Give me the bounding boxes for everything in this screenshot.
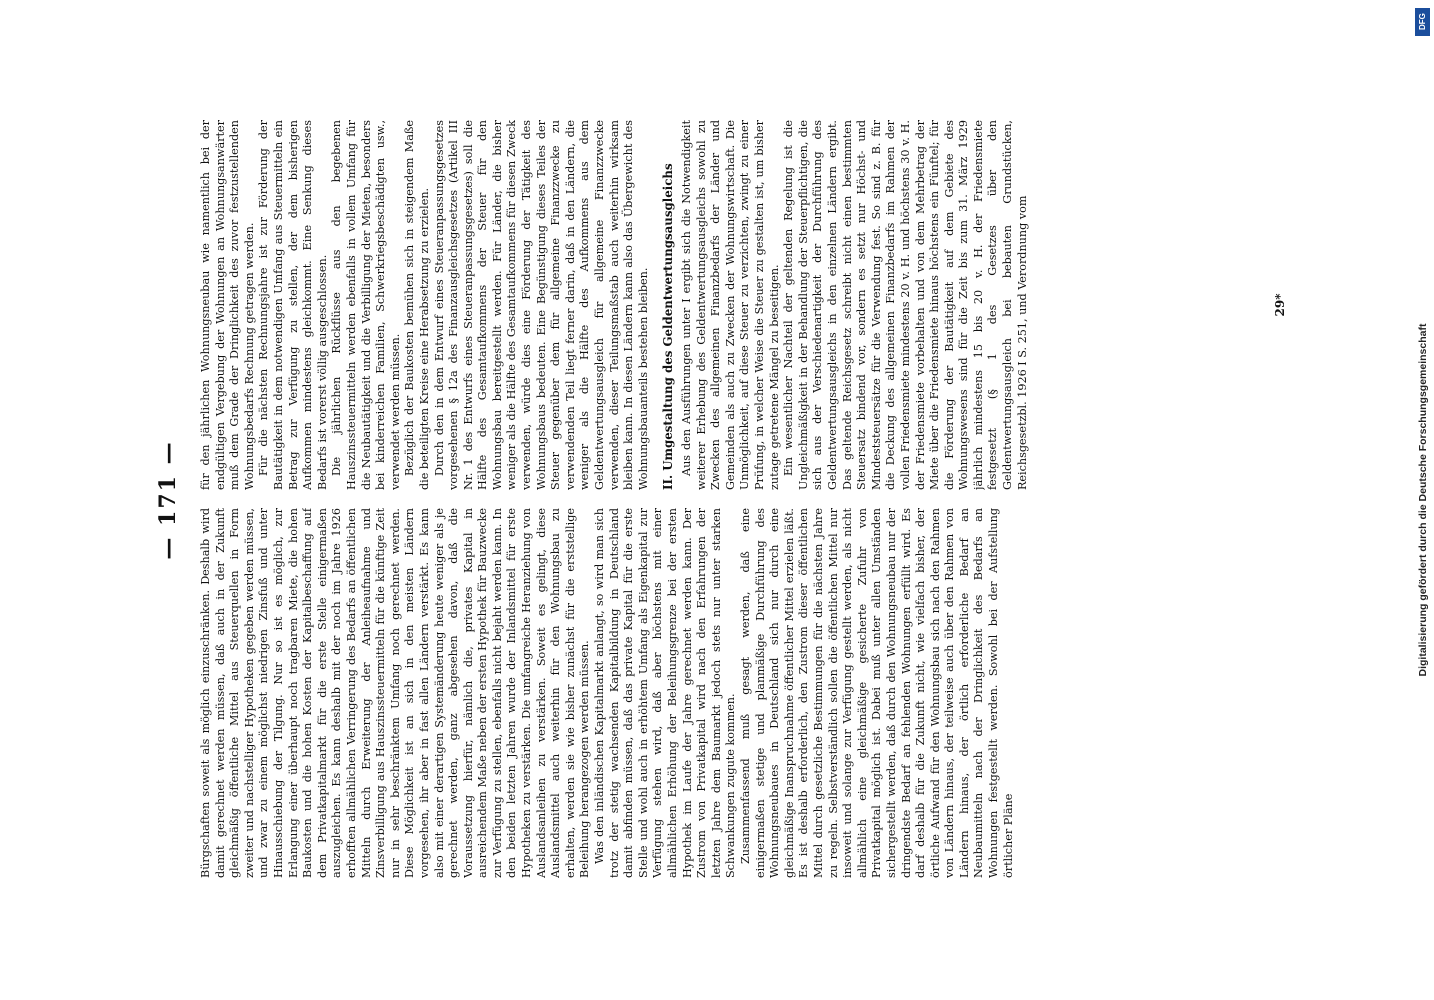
paragraph: Was den inländischen Kapitalmarkt anlangt, so wird man sich trotz der stetig wachsenden Kapitalbildung in Deutschland damit abfinden müssen, daß das private Kapital für die erste Stelle und wohl auch in erhöhtem Umfang als Eigenkapital zur Verfügung stehen wird, daß aber höchstens mit einer allmählichen Erhöhung der Beleihungsgrenze bei der ersten Hypothek im Laufe der Jahre gerechnet werden kann. Der Zustrom von Privatkapital wird nach den Erfahrungen der letzten Jahre dem Baumarkt jedoch stets nur unter starken Schwankungen zugute kommen. <box>593 508 738 878</box>
paragraph: für den jährlichen Wohnungsneubau wie namentlich bei der endgültigen Vergebung der Wohnungen an Wohnungsanwärter muß dem Grade der Dringlichkeit des zuvor festzustellenden Wohnungsbedarfs Rechnung getragen werden. <box>199 120 256 490</box>
paragraph: Durch den in dem Entwurf eines Steueranpassungsgesetzes vorgesehenen § 12a des Finanzausgleichsgesetzes (Artikel III Nr. 1 des Entwurfs eines Steueranpassungsgesetzes) soll die Hälfte des Gesamtaufkommens der Steuer für den Wohnungsbau bereitgestellt werden. Für Länder, die bisher weniger als die Hälfte des Gesamtaufkommens für diesen Zweck verwenden, würde dies eine Förderung der Tätigkeit des Wohnungsbaus bedeuten. Eine Begünstigung dieses Teiles der Steuer gegenüber dem für allgemeine Finanzzwecke zu verwendenden Teil liegt ferner darin, daß in den Ländern, die weniger als die Hälfte des Aufkommens aus dem Geldentwertungsausgleich für allgemeine Finanzzwecke verwenden, dieser Teilungsmaßstab auch weiterhin wirksam bleiben kann. In diesen Ländern kann also das Übergewicht des Wohnungsbauanteils bestehen bleiben. <box>432 120 650 490</box>
section-heading: II. Umgestaltung des Geldentwertungsausgleichs <box>661 163 676 490</box>
digitization-credit-strip <box>1412 0 1434 1000</box>
digitization-credit-text: Digitalisierung gefördert durch die Deutsche Forschungsgemeinschaft <box>1417 323 1429 677</box>
paragraph: Bezüglich der Baukosten bemühen sich in steigendem Maße die beteiligten Kreise eine Herabsetzung zu erzielen. <box>403 120 431 490</box>
sheet-signature-mark: 29* <box>1273 293 1287 317</box>
paragraph: Ein wesentlicher Nachteil der geltenden Regelung ist die Ungleichmäßigkeit in der Behandlung der Steuerpflichtigen, die sich aus der Verschiedenartigkeit der Durchführung des Geldentwertungsausgleichs in den einzelnen Ländern ergibt. Das geltende Reichsgesetz schreibt nicht einen bestimmten Steuersatz bindend vor, sondern es setzt nur Höchst- und Mindeststeuersätze für die Verwendung fest. So sind z. B. für die Deckung des allgemeinen Finanzbedarfs im Rahmen der vollen Friedensmiete mindestens 20 v. H. und höchstens 30 v. H. der Friedensmiete vorbehalten und von dem Mehrbetrag der Miete über die Friedensmiete hinaus höchstens ein Fünftel; für die Förderung der Bautätigkeit auf dem Gebiete des Wohnungswesens sind für die Zeit bis zum 31. März 1929 jährlich mindestens 15 bis 20 v. H. der Friedensmiete festgesetzt (§ 1 des Gesetzes über den Geldentwertungsausgleich bei bebauten Grundstücken, Reichsgesetzbl. 1926 I S. 251, und Verordnung vom <box>782 120 1029 490</box>
paragraph: Zusammenfassend muß gesagt werden, daß eine einigermaßen stetige und planmäßige Durchführung des Wohnungsneubaues in Deutschland sich nur durch eine gleichmäßige Inanspruchnahme öffentlicher Mittel erzielen läßt. Es ist deshalb erforderlich, den Zustrom dieser öffentlichen Mittel durch gesetzliche Bestimmungen für die nächsten Jahre zu regeln. Selbstverständlich sollen die öffentlichen Mittel nur insoweit und solange zur Verfügung gestellt werden, als nicht allmählich eine gleichmäßige gesicherte Zufuhr von Privatkapital möglich ist. Dabei muß unter allen Umständen sichergestellt werden, daß durch den Wohnungsneubau nur der dringendste Bedarf an fehlenden Wohnungen erfüllt wird. Es darf deshalb für die Zukunft nicht, wie vielfach bisher, der örtliche Aufwand für den Wohnungsbau sich nach den Rahmen von Ländern hinaus, der teilweise auch über den Rahmen von Ländern hinaus, der örtlich erforderliche Bedarf an Neubaumitteln nach der Dringlichkeit des Bedarfs an Wohnungen festgestellt werden. Sowohl bei der Aufstellung örtlicher Pläne <box>738 508 1015 878</box>
page-number-header: — 171 — <box>155 440 181 560</box>
paragraph: Bürgschaften soweit als möglich einzuschränken. Deshalb wird damit gerechnet werden müssen, daß auch in der Zukunft gleichmäßig öffentliche Mittel aus Steuerquellen in Form zweiter und nachstelliger Hypotheken gegeben werden müssen, und zwar zu einem möglichst niedrigen Zinsfuß und unter Hinausschiebung der Tilgung. Nur so ist es möglich, zur Erlangung einer überhaupt noch tragbaren Miete, die hohen Baukosten und die hohen Kosten der Kapitalbeschaffung auf dem Privatkapitalmarkt für die erste Stelle einigermaßen auszugleichen. Es kann deshalb mit der noch im Jahre 1926 erhofften allmählichen Verringerung des Bedarfs an öffentlichen Mitteln durch Erweiterung der Anleiheaufnahme und Zinsverbilligung aus Hauszinssteuermitteln für die künftige Zeit nur in sehr beschränktem Umfang noch gerechnet werden. Diese Möglichkeit ist an sich in den meisten Ländern vorgesehen, ihr aber in fast allen Ländern verstärkt. Es kann also mit einer derartigen Systemänderung heute weniger als je gerechnet werden, ganz abgesehen davon, daß die Voraussetzung hierfür, nämlich die, privates Kapital in ausreichendem Maße neben der ersten Hypothek für Bauzwecke zur Verfügung zu stellen, ebenfalls nicht bejaht werden kann. In den beiden letzten Jahren wurde der Inlandsmittel für erste Hypotheken zu verstärken. Die umfangreiche Heranziehung von Auslandsanleihen zu verstärken. Soweit es gelingt, diese Auslandsmittel auch weiterhin für den Wohnungsbau zu erhalten, werden sie wie bisher zunächst für die erststellige Beleihung herangezogen werden müssen. <box>199 508 592 878</box>
dfg-logo: DFG <box>1415 8 1430 36</box>
left-text-column <box>199 508 1269 878</box>
right-text-column <box>199 120 1269 490</box>
paragraph: Aus den Ausführungen unter I ergibt sich die Notwendigkeit weiterer Erhebung des Geldentwertungsausgleichs sowohl zu Zwecken des allgemeinen Finanzbedarfs der Länder und Gemeinden als auch zu Zwecken der Wohnungswirtschaft. Die Unmöglichkeit, auf diese Steuer zu verzichten, zwingt zu einer Prüfung, in welcher Weise die Steuer zu gestalten ist, um bisher zutage getretene Mängel zu beseitigen. <box>680 120 781 490</box>
rotated-document-page <box>137 100 1297 900</box>
paragraph: Für die nächsten Rechnungsjahre ist zur Förderung der Bautätigkeit in dem notwendigen Umfang aus Steuermitteln ein Betrag zur Verfügung zu stellen, der dem bisherigen Aufkommen mindestens gleichkommt. Eine Senkung dieses Bedarfs ist vorerst völlig ausgeschlossen. <box>257 120 329 490</box>
paragraph: Die jährlichen Rückflüsse aus den begebenen Hauszinssteuermitteln werden ebenfalls in vollem Umfang für die Neubautätigkeit und die Verbilligung der Mieten, besonders bei kinderreichen Familien, Schwerkriegsbeschädigten usw., verwendet werden müssen. <box>330 120 402 490</box>
